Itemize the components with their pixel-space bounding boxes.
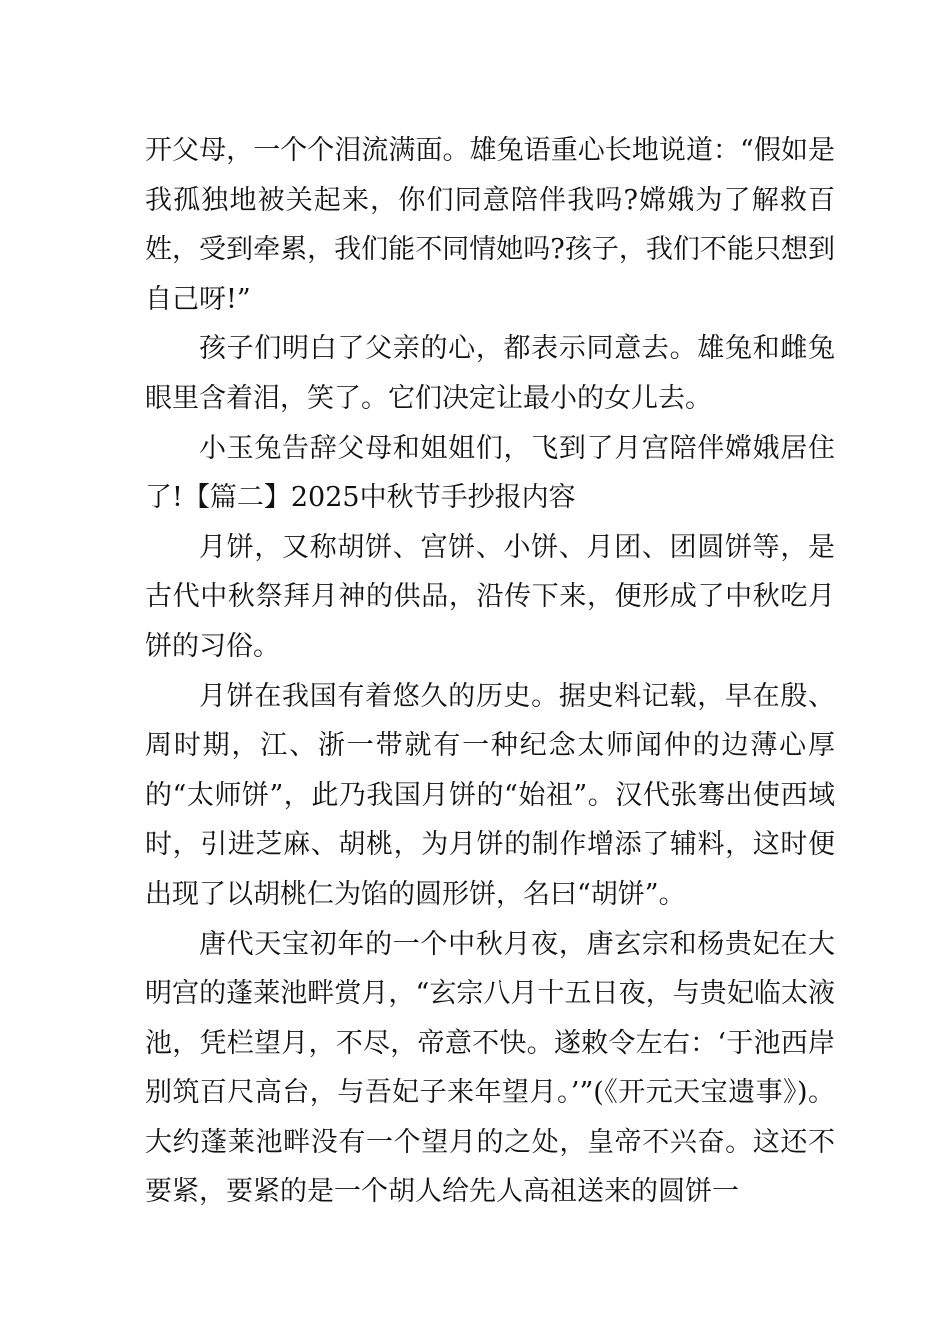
document-body [145,126,835,1217]
paragraph-3: 小玉兔告辞父母和姐姐们，飞到了月宫陪伴嫦娥居住了!【篇二】2025中秋节手抄报内容 [145,432,835,514]
paragraph-6: 唐代天宝初年的一个中秋月夜，唐玄宗和杨贵妃在大明宫的蓬莱池畔赏月，“玄宗八月十五日夜，与贵妃临太液池，凭栏望月，不尽，帝意不快。遂敕令左右：‘于池西岸别筑百尺高台，与吾妃子来年望月。’”(《开元天宝遗事》)。大约蓬莱池畔没有一个望月的之处，皇帝不兴奋。这还不要紧，要紧的是一个胡人给先人高祖送来的圆饼一 [145,928,835,1208]
paragraph-5: 月饼在我国有着悠久的历史。据史料记载，早在殷、周时期，江、浙一带就有一种纪念太师闻仲的边薄心厚的“太师饼”，此乃我国月饼的“始祖”。汉代张骞出使西域时，引进芝麻、胡桃，为月饼的制作增添了辅料，这时便出现了以胡桃仁为馅的圆形饼，名曰“胡饼”。 [145,680,835,910]
paragraph-1: 开父母，一个个泪流满面。雄兔语重心长地说道：“假如是我孤独地被关起来，你们同意陪伴我吗?嫦娥为了解救百姓，受到牵累，我们能不同情她吗?孩子，我们不能只想到自己呀!” [145,135,835,315]
paragraph-2: 孩子们明白了父亲的心，都表示同意去。雄兔和雌兔眼里含着泪，笑了。它们决定让最小的女儿去。 [145,333,835,414]
paragraph-4: 月饼，又称胡饼、宫饼、小饼、月团、团圆饼等，是古代中秋祭拜月神的供品，沿传下来，便形成了中秋吃月饼的习俗。 [145,531,835,662]
